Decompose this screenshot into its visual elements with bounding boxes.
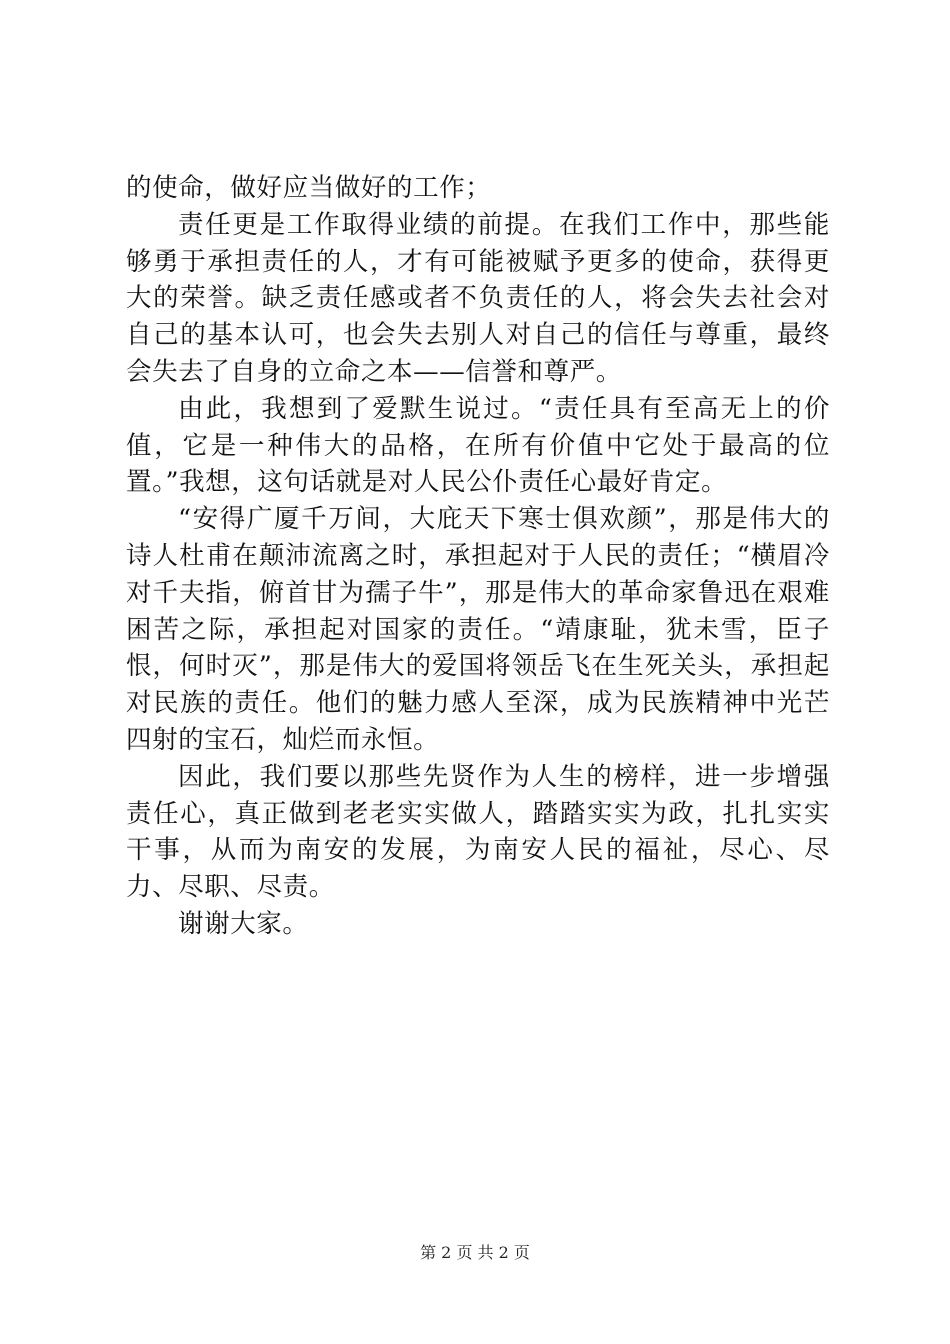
document-body (126, 170, 830, 943)
paragraph-emerson-quote: 由此，我想到了爱默生说过。“责任具有至高无上的价值，它是一种伟大的品格，在所有价值中它处于最高的位置。”我想，这句话就是对人民公仆责任心最好肯定。 (126, 393, 831, 498)
page-number-footer: 第 2 页 共 2 页 (420, 1243, 530, 1262)
paragraph-conclusion: 因此，我们要以那些先贤作为人生的榜样，进一步增强责任心，真正做到老老实实做人，踏踏实实为政，扎扎实实干事，从而为南安的发展，为南安人民的福祉，尽心、尽力、尽职、尽责。 (126, 761, 830, 903)
paragraph-continuation: 的使命，做好应当做好的工作； (126, 173, 492, 203)
paragraph-thanks: 谢谢大家。 (178, 908, 309, 939)
paragraph-responsibility-premise: 责任更是工作取得业绩的前提。在我们工作中，那些能够勇于承担责任的人，才有可能被赋予更多的使命，获得更大的荣誉。缺乏责任感或者不负责任的人，将会失去社会对自己的基本认可，也会失去别人对自己的信任与尊重，最终会失去了自身的立命之本——信誉和尊严。 (126, 209, 830, 387)
paragraph-historical-examples: “安得广厦千万间，大庇天下寒士俱欢颜”，那是伟大的诗人杜甫在颠沛流离之时，承担起对于人民的责任；“横眉冷对千夫指，俯首甘为孺子牛”，那是伟大的革命家鲁迅在艰难困苦之际，承担起对国家的责任。“靖康耻，犹未雪，臣子恨，何时灭”，那是伟大的爱国将领岳飞在生死关头，承担起对民族的责任。他们的魅力感人至深，成为民族精神中光芒四射的宝石，灿烂而永恒。 (126, 504, 830, 755)
